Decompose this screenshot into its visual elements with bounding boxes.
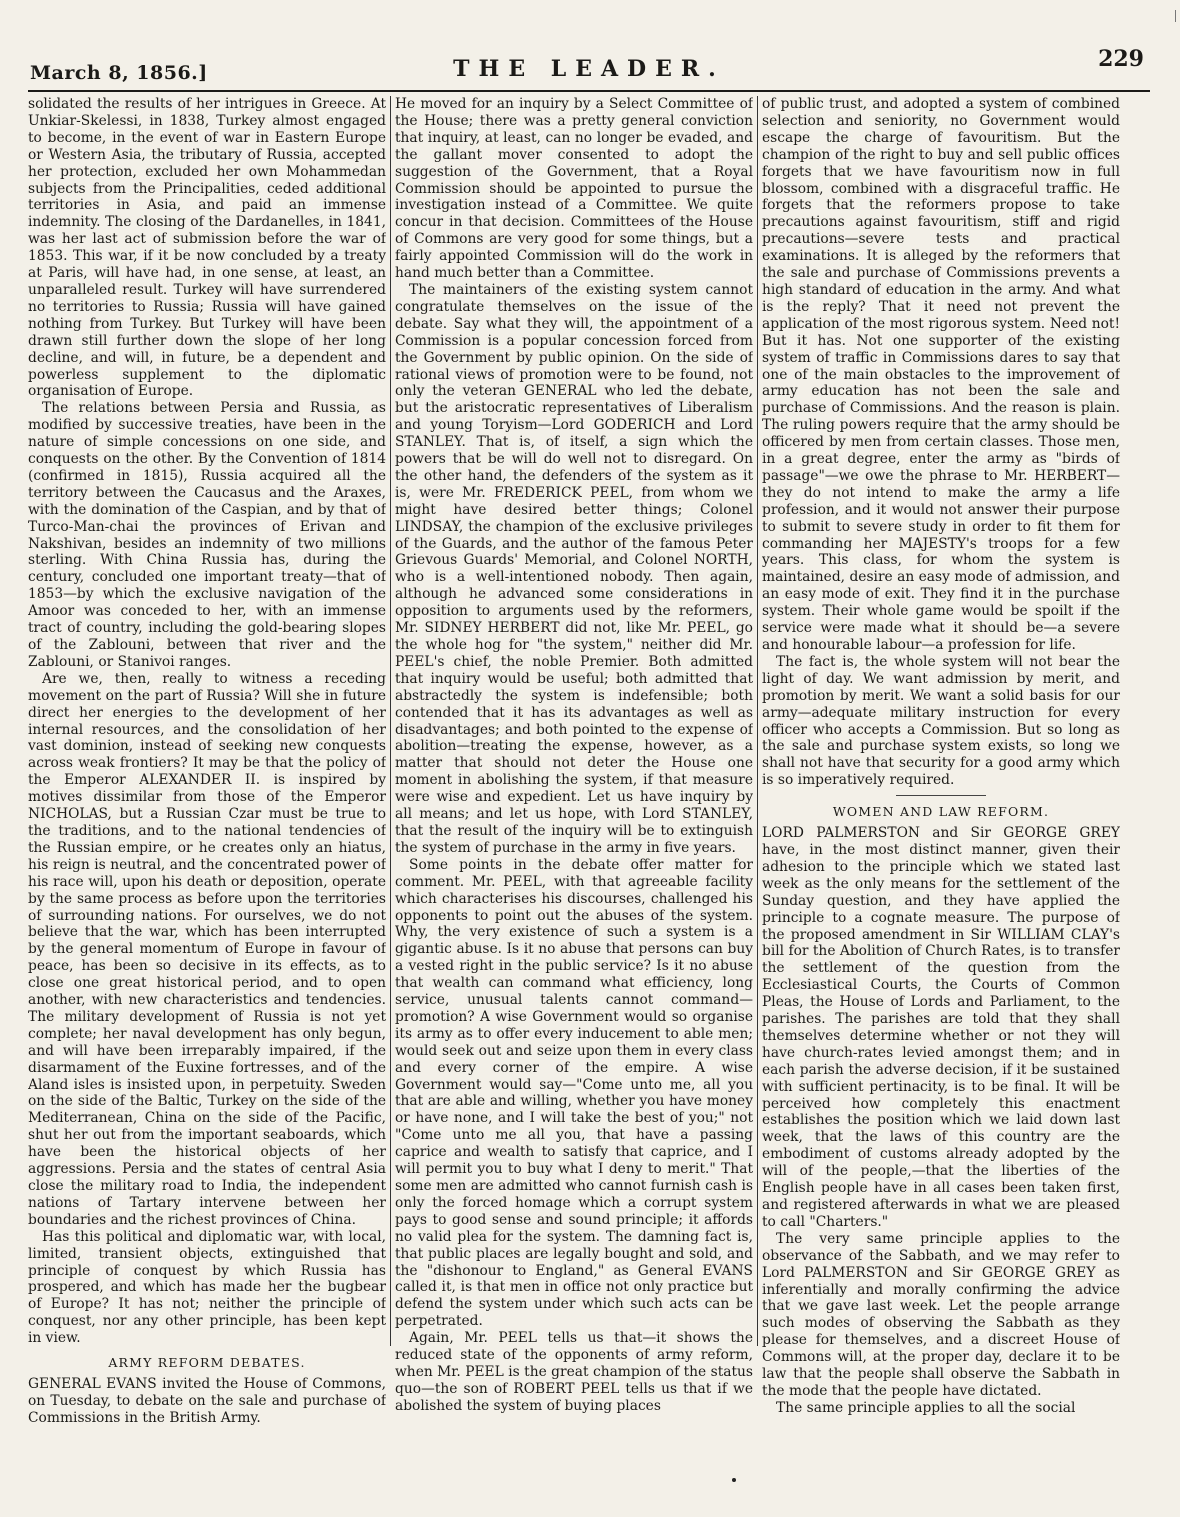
article-paragraph: The fact is, the whole system will not bear the light of day. We want admission by merit, and promotion by merit. We want a solid basis for our army—adequate military instruction for every officer who accepts a Commission. But so long as the sale and purchase system exists, so long we shall not have that security for a good army which is so imperatively required. (762, 653, 1120, 789)
article-paragraph: The relations between Persia and Russia, as modified by successive treaties, have been in the nature of simple concessions on one side, and conquests on the other. By the Convention of 1814 (confirmed in 1815), Russia acquired all the territory between the Caucasus and the Araxes, with the domination of the Caspian, and by that of Turco-Man-chai the provinces of Erivan and Nakshivan, besides an indemnity of two millions sterling. With China Russia has, during the century, concluded one important treaty—that of 1853—by which the exclusive navigation of the Amoor was conceded to her, with an immense tract of country, including the gold-bearing slopes of the Zablouni, between that river and the Zablouni, or Stanivoi ranges. (28, 400, 386, 670)
article-paragraph: The same principle applies to all the social (776, 1399, 1076, 1416)
article-paragraph: LORD PALMERSTON and Sir GEORGE GREY have, in the most distinct manner, given their adhesion to the principle which we stated last week as the only means for the settlement of the Sunday question, and they have applied the principle to a cognate measure. The purpose of the proposed amendment in Sir WILLIAM CLAY's bill for the Abolition of Church Rates, is to transfer the settlement of the question from the Ecclesiastical Courts, the Courts of Common Pleas, the House of Lords and Parliament, to the parishes. The parishes are told that they shall themselves determine whether or not they will have church-rates levied amongst them; and in each parish the adverse decision, if it be sustained with sufficient pertinacity, is to be final. It will be perceived how completely this enactment establishes the position which we laid down last week, that the laws of this country are the embodiment of customs already adopted by the will of the people,—that the liberties of the English people have in all cases been taken first, and registered afterwards in what we are pleased to call "Charters." (762, 825, 1120, 1230)
section-heading-army-reform: ARMY REFORM DEBATES. (108, 1355, 306, 1371)
column-divider (390, 96, 391, 1346)
article-paragraph: The maintainers of the existing system cannot congratulate themselves on the issue of the debate. Say what they will, the appointment of a Commission is a popular concession forced from the Government by public opinion. On the side of rational views of promotion were to be found, not only the veteran GENERAL who led the debate, but the aristocratic representatives of Liberalism and young Toryism—Lord GODERICH and Lord STANLEY. That is, of itself, a sign which the powers that be will do well not to disregard. On the other hand, the defenders of the system as it is, were Mr. FREDERICK PEEL, from whom we might have desired better things; Colonel LINDSAY, the champion of the exclusive privileges of the Guards, and the author of the famous Peter Grievous Guards' Memorial, and Colonel NORTH, who is a well-intentioned nobody. Then again, although he advanced some considerations in opposition to arguments used by the reformers, Mr. SIDNEY HERBERT did not, like Mr. PEEL, go the whole hog for "the system," neither did Mr. PEEL's chief, the noble Premier. Both admitted that inquiry would be useful; both admitted that abstractedly the system is indefensible; both contended that it has its advantages as well as disadvantages; and both pointed to the expense of abolition—treating the expense, however, as a matter that should not deter the House one moment in abolishing the system, if that measure were wise and expedient. Let us have inquiry by all means; and let us hope, with Lord STANLEY, that the result of the inquiry will be to extinguish the system of purchase in the army in five years. (395, 281, 753, 856)
article-paragraph: solidated the results of her intrigues in Greece. At Unkiar-Skelessi, in 1838, Turkey almost engaged to become, in the event of war in Eastern Europe or Western Asia, the tributary of Russia, accepted her protection, excluded her own Mohammedan subjects from the Principalities, ceded additional territories in Asia, and paid an immense indemnity. The closing of the Dardanelles, in 1841, was her last act of submission before the war of 1853. This war, if it be now concluded by a treaty at Paris, will have had, in one sense, at least, an unparalleled result. Turkey will have surrendered no territories to Russia; Russia will have gained nothing from Turkey. But Turkey will have been drawn still further down the slope of her long decline, and will, in future, be a dependent and powerless supplement to the diplomatic organisation of Europe. (28, 96, 386, 400)
column-divider (757, 96, 758, 1346)
article-paragraph: Has this political and diplomatic war, with local, limited, transient objects, extinguished that principle of conquest by which Russia has prospered, and which has made her the bugbear of Europe? It has not; neither the principle of conquest, nor any other principle, has been kept in view. (28, 1228, 386, 1347)
column-2 (395, 96, 753, 1476)
article-columns (28, 96, 1150, 1476)
article-paragraph: He moved for an inquiry by a Select Committee of the House; there was a pretty general conviction that inquiry, at least, can no longer be evaded, and the gallant mover consented to adopt the suggestion of the Government, that a Royal Commission should be appointed to pursue the investigation instead of a Committee. We quite concur in that decision. Committees of the House of Commons are very good for some things, but a fairly appointed Commission will do the work in hand much better than a Committee. (395, 96, 753, 282)
page-edge-mark (1175, 10, 1176, 22)
section-heading-women-law-reform: WOMEN AND LAW REFORM. (832, 804, 1050, 820)
article-paragraph: Again, Mr. PEEL tells us that—it shows the reduced state of the opponents of army reform, when Mr. PEEL is the great champion of the status quo—the son of ROBERT PEEL tells us that if we abolished the system of buying places (395, 1330, 753, 1414)
article-paragraph: The very same principle applies to the observance of the Sabbath, and we may refer to Lord PALMERSTON and Sir GEORGE GREY as inferentially and morally confirming the advice that we gave last week. Let the people arrange such modes of observing the Sabbath as they please for themselves, and a discreet House of Commons will, at the proper day, declare it to be law that the people shall observe the Sabbath in the mode that the people have dictated. (762, 1230, 1120, 1399)
page-number: 229 (1098, 46, 1144, 72)
column-3 (762, 96, 1120, 1476)
header-rule (28, 90, 1150, 92)
page-mark (732, 1478, 736, 1482)
article-paragraph: GENERAL EVANS invited the House of Commons, on Tuesday, to debate on the sale and purchase of Commissions in the British Army. (28, 1375, 386, 1426)
section-rule (896, 795, 986, 796)
column-1 (28, 96, 386, 1476)
article-paragraph: Are we, then, really to witness a receding movement on the part of Russia? Will she in future direct her energies to the development of her internal resources, and the consolidation of her vast dominion, instead of seeking new conquests across weak frontiers? It may be that the policy of the Emperor ALEXANDER II. is inspired by motives dissimilar from those of the Emperor NICHOLAS, but a Russian Czar must be true to the traditions, and to the national tendencies of the Russian empire, or he creates only an hiatus, his reign is neutral, and the concentrated power of his race will, upon his death or deposition, operate by the same process as before upon the territories of surrounding nations. For ourselves, we do not believe that the war, which has been interrupted by the general momentum of Europe in favour of peace, has been so decisive in its effects, as to close one great historical period, and to open another, with new characteristics and tendencies. The military development of Russia is not yet complete; her naval development has only begun, and will have been irreparably impaired, if the disarmament of the Euxine fortresses, and of the Aland isles is insisted upon, in perpetuity. Sweden on the side of the Baltic, Turkey on the side of the Mediterranean, China on the side of the Pacific, shut her out from the important seaboards, which have been the historical objects of her aggressions. Persia and the states of central Asia close the military road to India, the independent nations of Tartary intervene between her boundaries and the richest provinces of China. (28, 670, 386, 1228)
page-header (28, 40, 1150, 92)
article-paragraph: Some points in the debate offer matter for comment. Mr. PEEL, with that agreeable facility which characterises his discourses, challenged his opponents to point out the abuses of the system. Why, the very existence of such a system is a gigantic abuse. Is it no abuse that persons can buy a vested right in the public service? Is it no abuse that wealth can command what efficiency, long service, unusual talents cannot command—promotion? A wise Government would so organise its army as to offer every inducement to able men; would seek out and seize upon them in every class and every corner of the empire. A wise Government would say—"Come unto me, all you that are able and willing, whether you have money or have none, and I will take the best of you;" not "Come unto me all you, that have a passing caprice and wealth to satisfy that caprice, and I will permit you to buy what I deny to merit." That some men are admitted who cannot furnish cash is only the forced homage which a corrupt system pays to good sense and sound principle; it affords no valid plea for the system. The damning fact is, that public places are legally bought and sold, and the "dishonour to England," as General EVANS called it, is that men in office not only practice but defend the system under which such acts can be perpetrated. (395, 856, 753, 1330)
article-paragraph: of public trust, and adopted a system of combined selection and seniority, no Government would escape the charge of favouritism. But the champion of the right to buy and sell public offices forgets that we have favouritism now in full blossom, combined with a disgraceful traffic. He forgets that the reformers propose to take precautions against favouritism, stiff and rigid precautions—severe tests and practical examinations. It is alleged by the reformers that the sale and purchase of Commissions prevents a high standard of education in the army. And what is the reply? That it need not prevent the application of the most rigorous system. Need not! But it has. Not one supporter of the existing system of traffic in Commissions dares to say that one of the main obstacles to the improvement of army education has not been the sale and purchase of Commissions. And the reason is plain. The ruling powers require that the army should be officered by men from certain classes. Those men, in a great degree, enter the army as "birds of passage"—we owe the phrase to Mr. HERBERT—they do not intend to make the army a life profession, and it would not answer their purpose to submit to severe study in order to fit them for commanding her MAJESTY's troops for a few years. This class, for whom the system is maintained, desire an easy mode of admission, and an easy mode of exit. They find it in the purchase system. Their whole game would be spoilt if the service were made what it should be—a severe and honourable labour—a profession for life. (762, 96, 1120, 653)
newspaper-title: THE LEADER. (453, 56, 725, 82)
issue-date: March 8, 1856.] (30, 62, 208, 84)
